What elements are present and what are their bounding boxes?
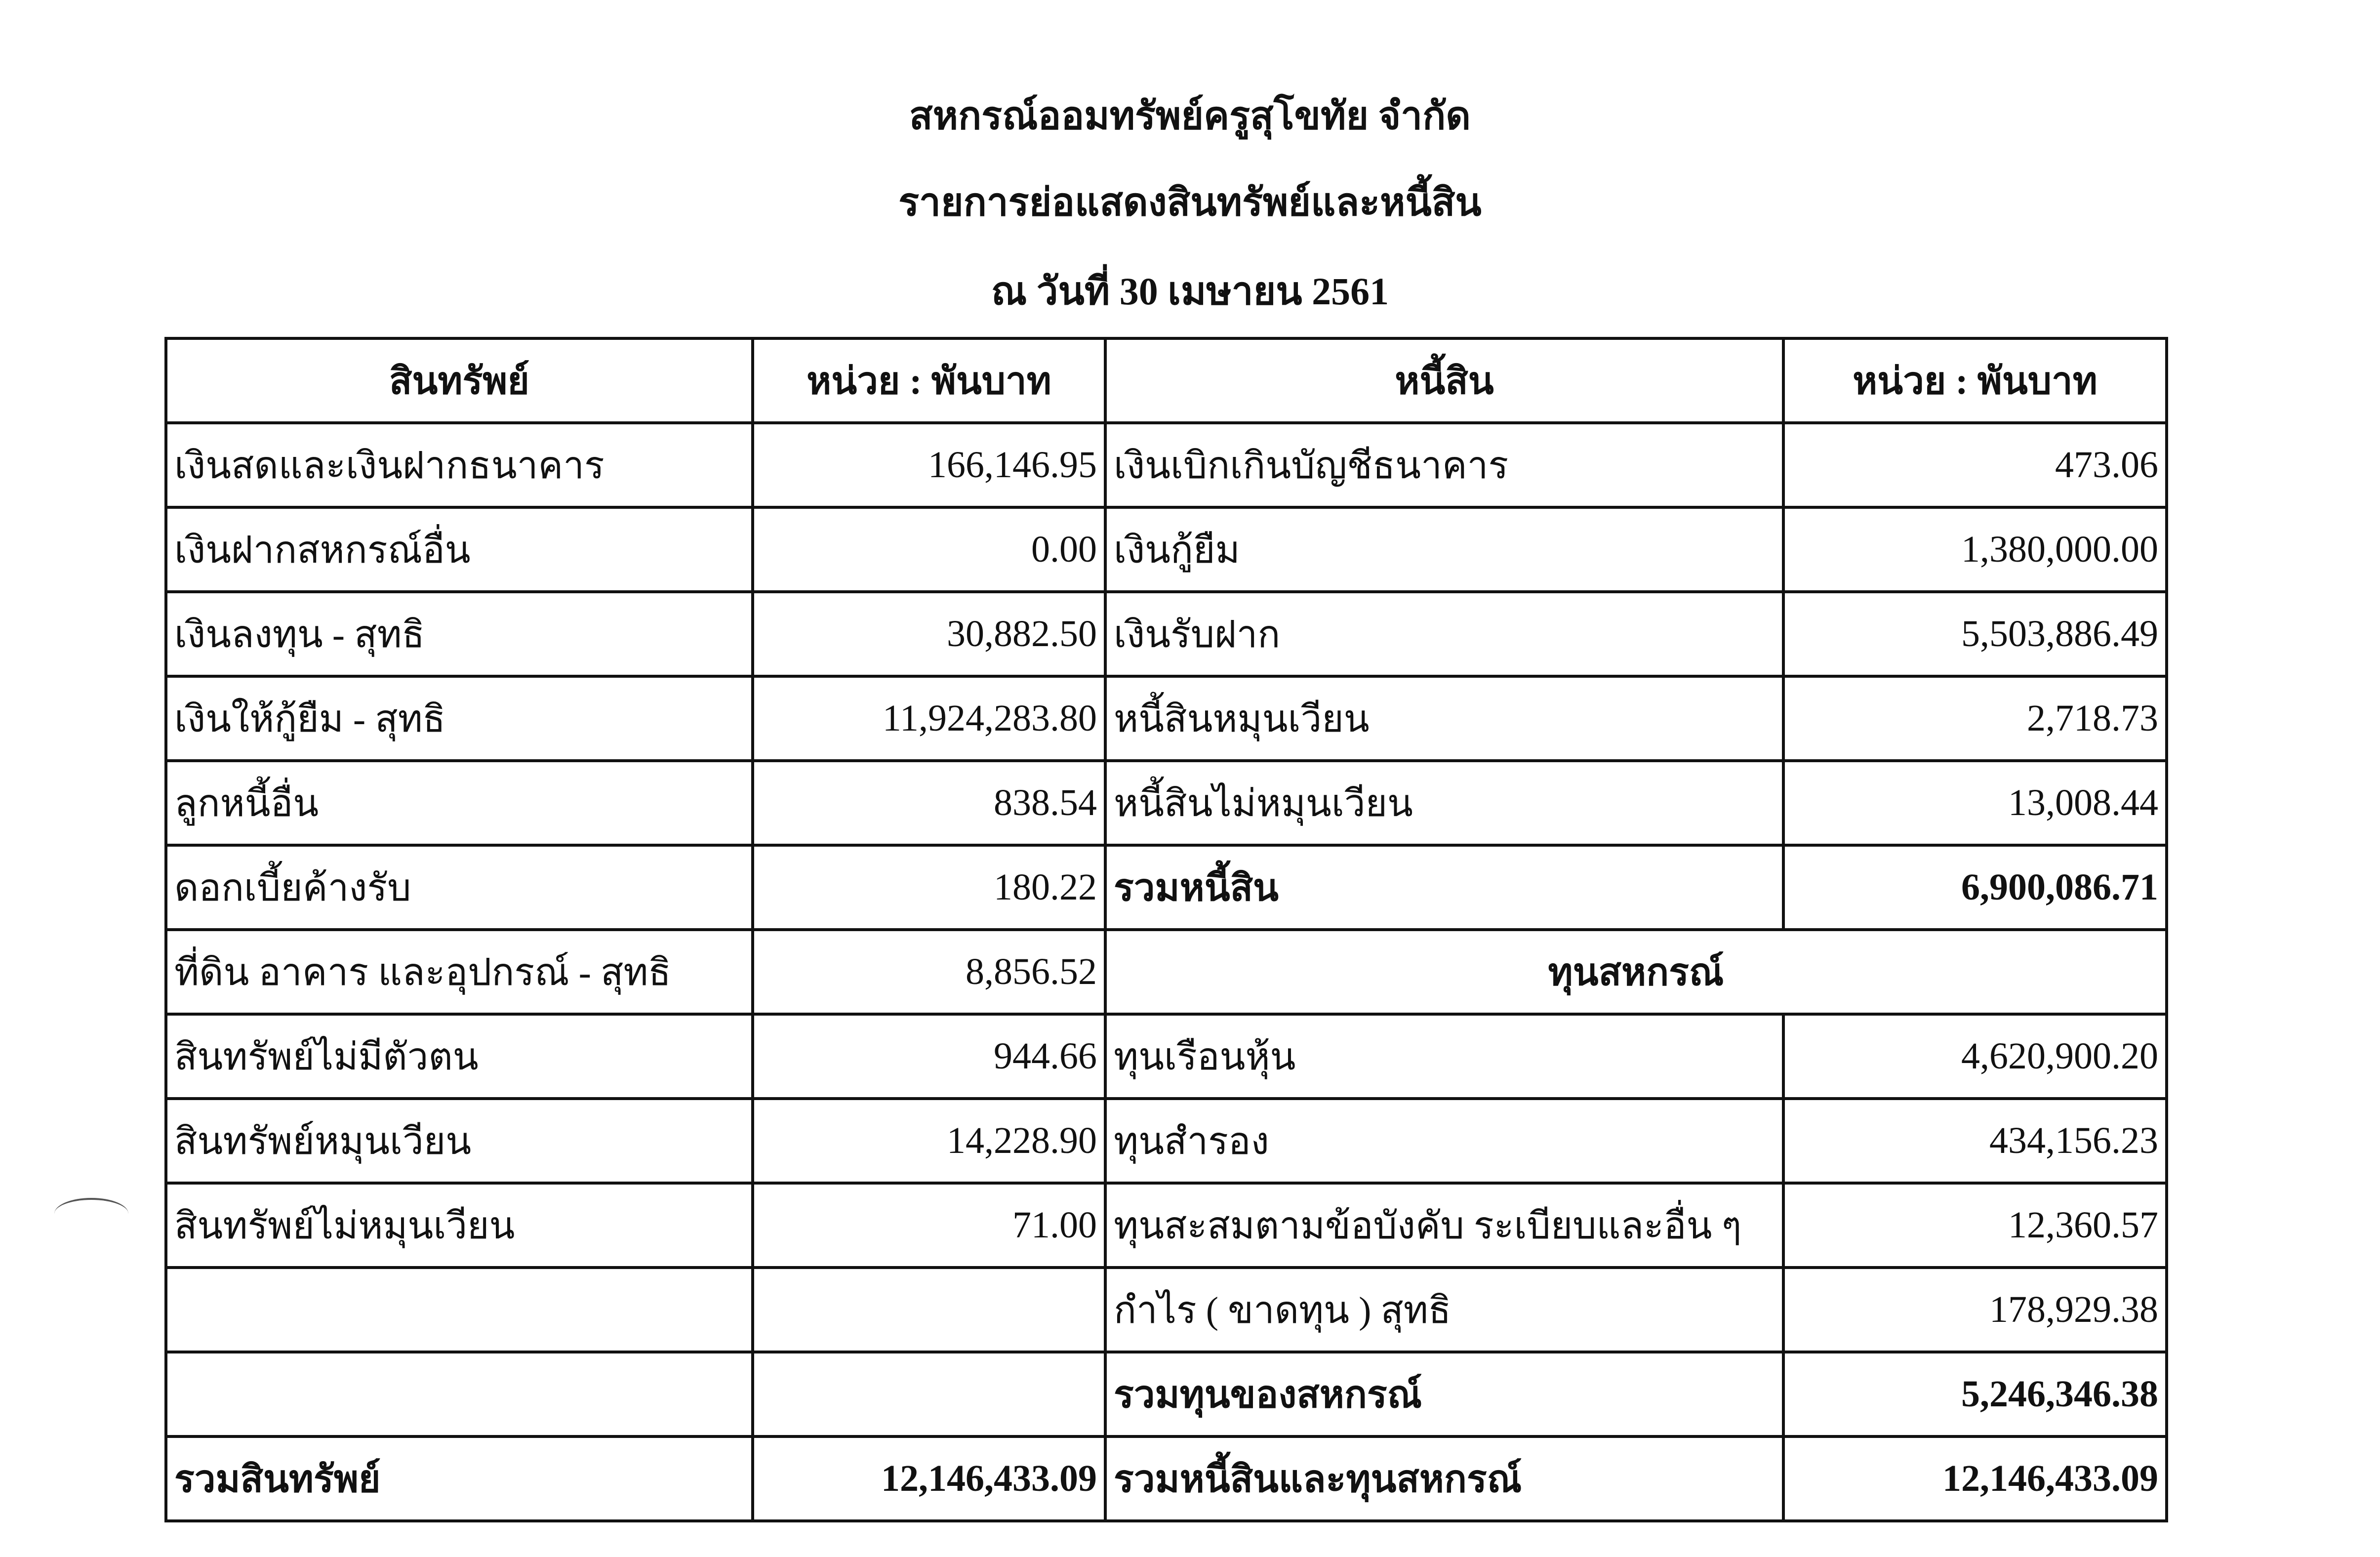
scan-mark (54, 1198, 128, 1229)
asset-label: ที่ดิน อาคาร และอุปกรณ์ - สุทธิ (166, 930, 753, 1014)
assets-header: สินทรัพย์ (166, 338, 753, 423)
table-row (166, 676, 2167, 761)
table-row (166, 507, 2167, 592)
liability-value: 473.06 (1783, 423, 2167, 507)
liability-value: 1,380,000.00 (1783, 507, 2167, 592)
report-date: ณ วันที่ 30 เมษายน 2561 (991, 270, 1389, 313)
asset-value: 8,856.52 (753, 930, 1105, 1014)
liability-label: หนี้สินหมุนเวียน (1105, 676, 1783, 761)
table-row (166, 930, 2167, 1014)
assets-unit-header: หน่วย : พันบาท (753, 338, 1105, 423)
total-liabilities-equity-label: รวมหนี้สินและทุนสหกรณ์ (1105, 1436, 1783, 1521)
liability-value: 5,503,886.49 (1783, 592, 2167, 676)
liability-label: เงินรับฝาก (1105, 592, 1783, 676)
equity-label: ทุนสะสมตามข้อบังคับ ระเบียบและอื่น ๆ (1105, 1183, 1783, 1268)
asset-label: เงินลงทุน - สุทธิ (166, 592, 753, 676)
liability-value: 2,718.73 (1783, 676, 2167, 761)
equity-value: 4,620,900.20 (1783, 1014, 2167, 1099)
table-row (166, 1352, 2167, 1436)
asset-label: สินทรัพย์ไม่หมุนเวียน (166, 1183, 753, 1268)
asset-value: 944.66 (753, 1014, 1105, 1099)
total-equity-value: 5,246,346.38 (1783, 1352, 2167, 1436)
asset-value: 11,924,283.80 (753, 676, 1105, 761)
organization-title: สหกรณ์ออมทรัพย์ครูสุโขทัย จำกัด (909, 94, 1471, 137)
table-row (166, 1183, 2167, 1268)
balance-sheet-table (164, 337, 2168, 1522)
totals-row (166, 1436, 2167, 1521)
asset-label: ดอกเบี้ยค้างรับ (166, 845, 753, 930)
total-assets-label: รวมสินทรัพย์ (166, 1436, 753, 1521)
total-liabilities-value: 6,900,086.71 (1783, 845, 2167, 930)
total-liabilities-equity-value: 12,146,433.09 (1783, 1436, 2167, 1521)
total-assets-value: 12,146,433.09 (753, 1436, 1105, 1521)
asset-value (753, 1268, 1105, 1352)
table-row (166, 761, 2167, 845)
total-equity-label: รวมทุนของสหกรณ์ (1105, 1352, 1783, 1436)
asset-value: 180.22 (753, 845, 1105, 930)
table-header-row (166, 338, 2167, 423)
equity-label: ทุนเรือนหุ้น (1105, 1014, 1783, 1099)
liabilities-header: หนี้สิน (1105, 338, 1783, 423)
table-row (166, 1268, 2167, 1352)
asset-label: เงินให้กู้ยืม - สุทธิ (166, 676, 753, 761)
asset-label (166, 1268, 753, 1352)
liability-label: หนี้สินไม่หมุนเวียน (1105, 761, 1783, 845)
asset-label: เงินฝากสหกรณ์อื่น (166, 507, 753, 592)
equity-label: กำไร ( ขาดทุน ) สุทธิ (1105, 1268, 1783, 1352)
asset-value: 30,882.50 (753, 592, 1105, 676)
asset-value: 71.00 (753, 1183, 1105, 1268)
equity-value: 434,156.23 (1783, 1099, 2167, 1183)
table-row (166, 1014, 2167, 1099)
equity-section-header: ทุนสหกรณ์ (1105, 930, 2167, 1014)
asset-value: 166,146.95 (753, 423, 1105, 507)
asset-label: ลูกหนี้อื่น (166, 761, 753, 845)
asset-value: 838.54 (753, 761, 1105, 845)
table-row (166, 423, 2167, 507)
liability-label: เงินเบิกเกินบัญชีธนาคาร (1105, 423, 1783, 507)
asset-label: เงินสดและเงินฝากธนาคาร (166, 423, 753, 507)
equity-value: 12,360.57 (1783, 1183, 2167, 1268)
equity-value: 178,929.38 (1783, 1268, 2167, 1352)
equity-label: ทุนสำรอง (1105, 1099, 1783, 1183)
asset-value: 0.00 (753, 507, 1105, 592)
asset-label (166, 1352, 753, 1436)
liability-value: 13,008.44 (1783, 761, 2167, 845)
table-row (166, 1099, 2167, 1183)
liabilities-unit-header: หน่วย : พันบาท (1783, 338, 2167, 423)
total-liabilities-label: รวมหนี้สิน (1105, 845, 1783, 930)
asset-label: สินทรัพย์หมุนเวียน (166, 1099, 753, 1183)
table-row (166, 592, 2167, 676)
liability-label: เงินกู้ยืม (1105, 507, 1783, 592)
report-title: รายการย่อแสดงสินทรัพย์และหนี้สิน (898, 181, 1482, 224)
asset-value (753, 1352, 1105, 1436)
asset-label: สินทรัพย์ไม่มีตัวตน (166, 1014, 753, 1099)
asset-value: 14,228.90 (753, 1099, 1105, 1183)
table-row (166, 845, 2167, 930)
